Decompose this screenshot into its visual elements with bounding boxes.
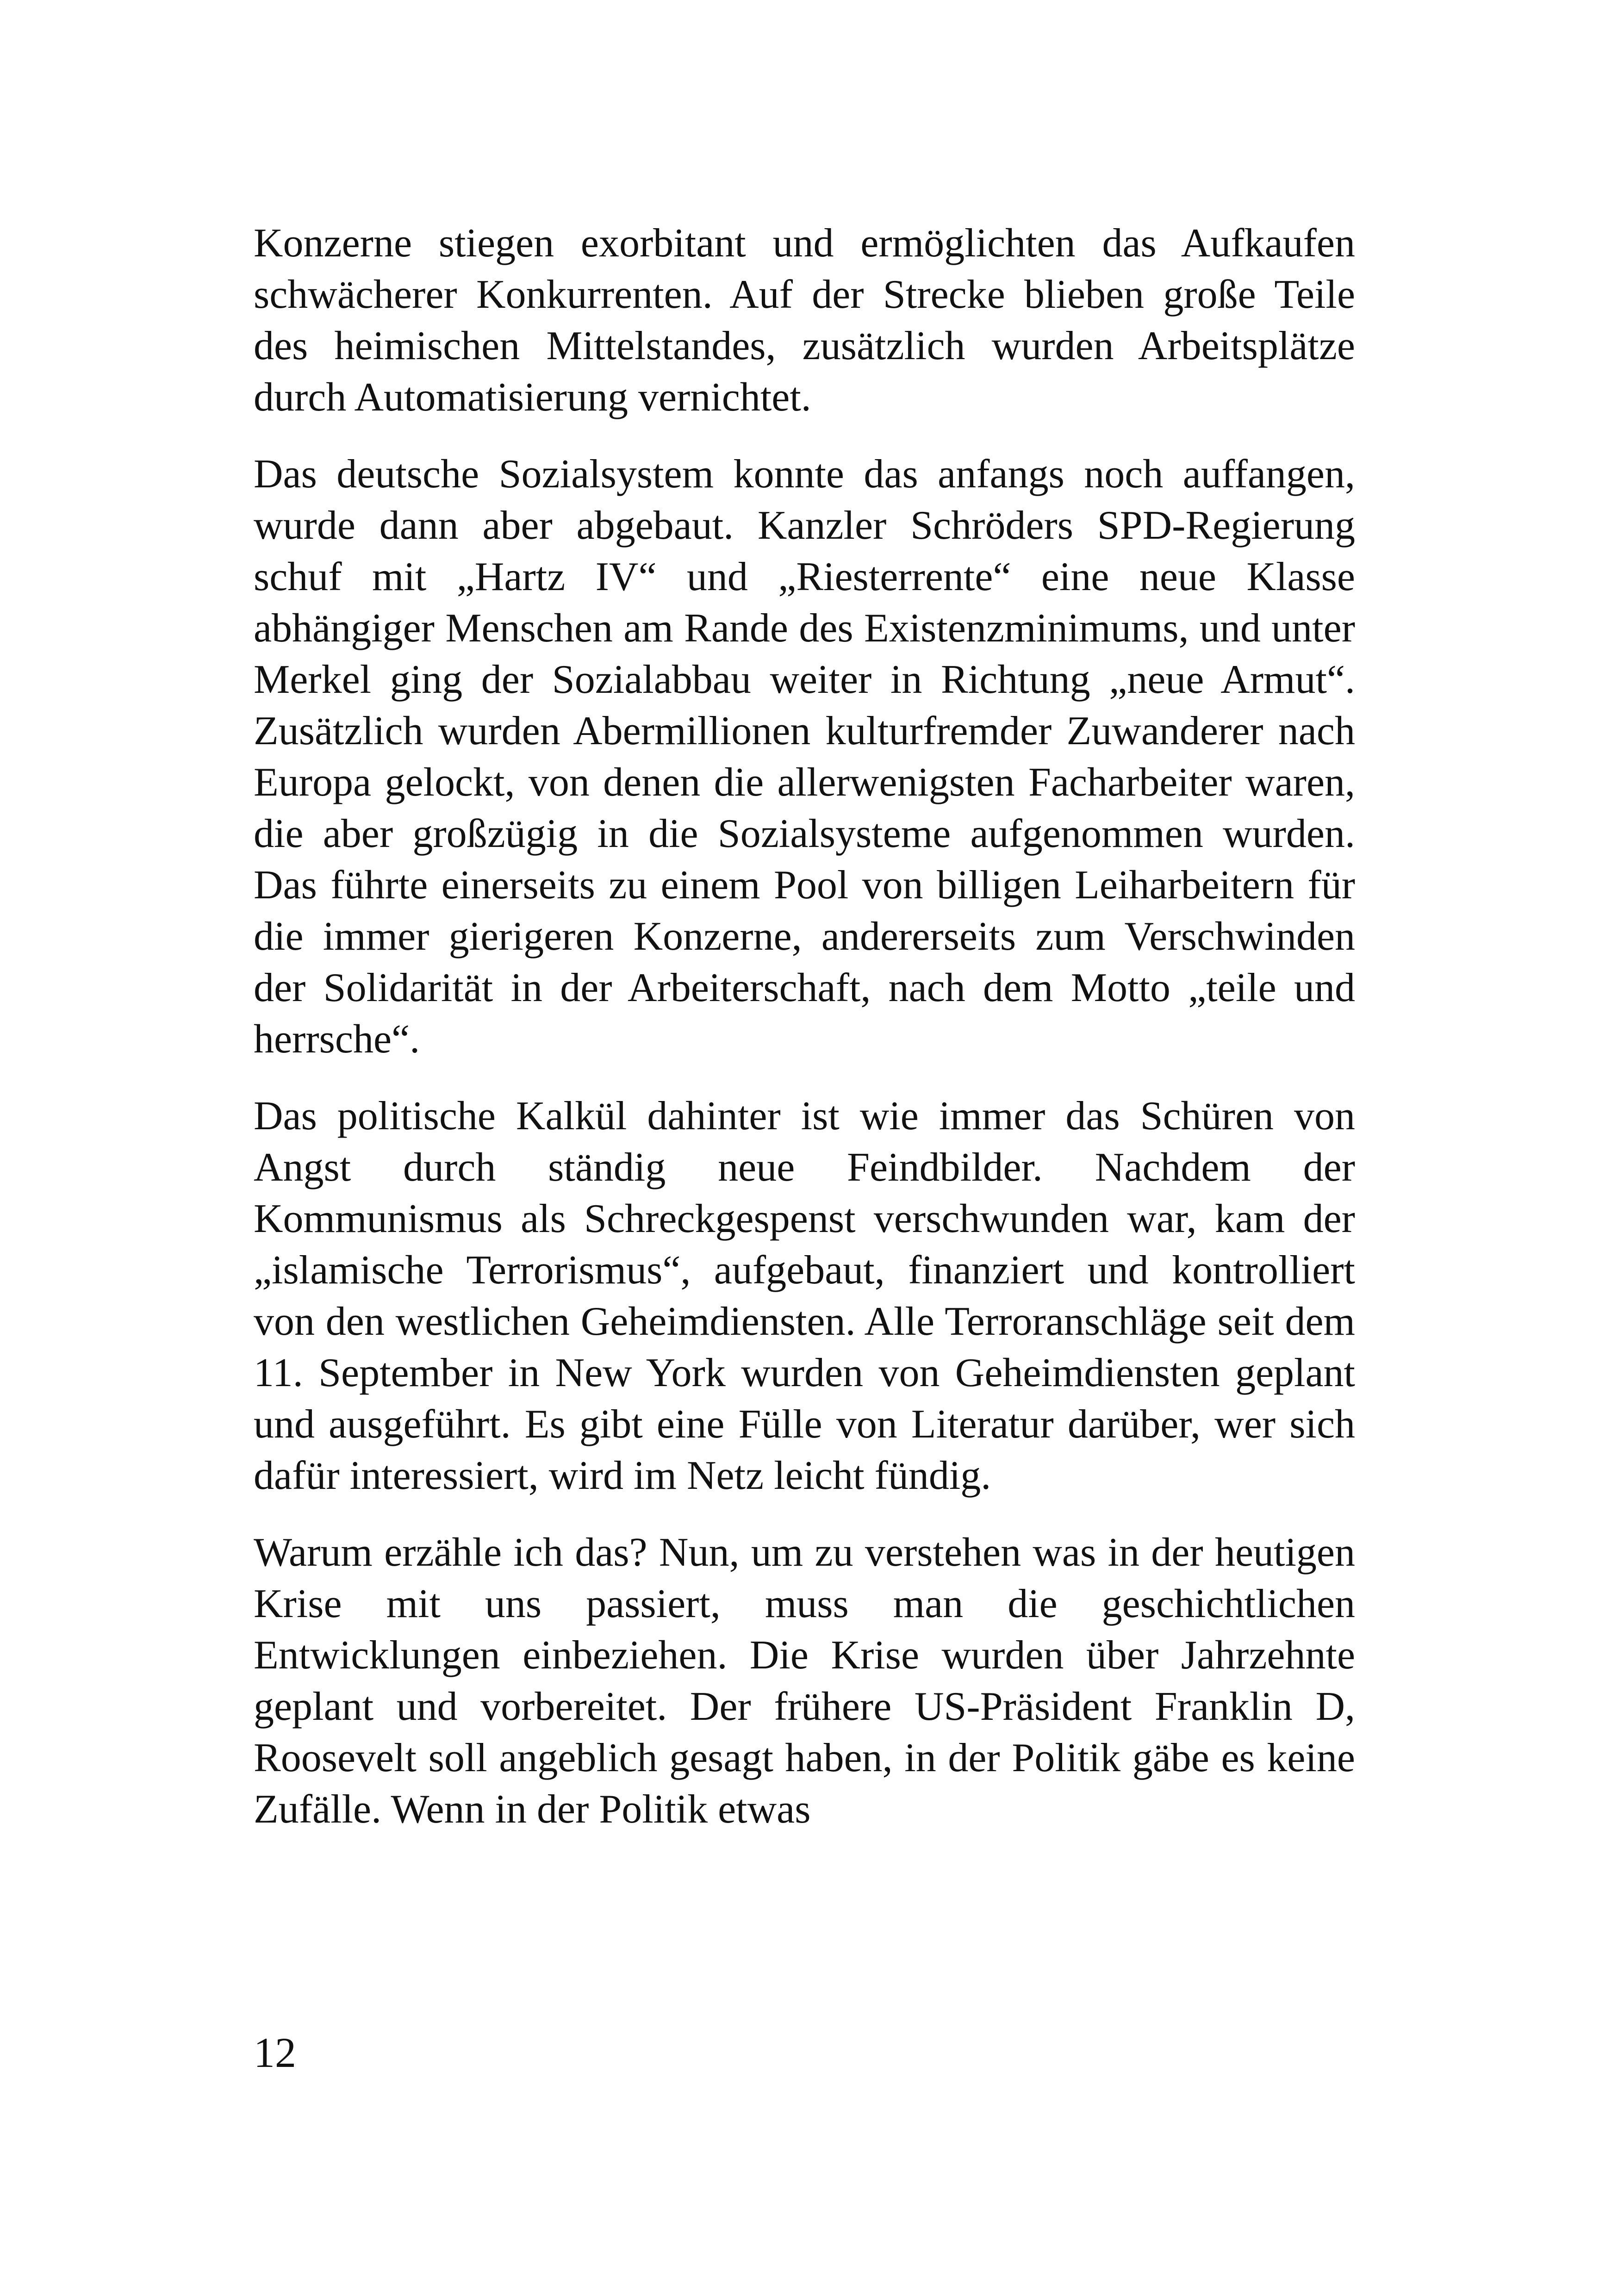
paragraph-4: Warum erzähle ich das? Nun, um zu verstehen was in der heutigen Krise mit uns passiert, muss man die geschichtlichen Entwicklungen einbeziehen. Die Krise wurden über Jahrzehnte geplant und vorbereitet. Der frühere US-Präsident Franklin D, Roosevelt soll angeblich gesagt haben, in der Politik gäbe es keine Zufälle. Wenn in der Politik etwas: [254, 1530, 1355, 1832]
paragraph-2: Das deutsche Sozialsystem konnte das anfangs noch auffangen, wurde dann aber abgebaut. Kanzler Schröders SPD-Regierung schuf mit „Hartz IV“ und „Riesterrente“ eine neue Klasse abhängiger Menschen am Rande des Existenzminimums, und unter Merkel ging der Sozialabbau weiter in Richtung „neue Armut“. Zusätzlich wurden Abermillionen kulturfremder Zuwanderer nach Europa gelockt, von denen die allerwenigsten Facharbeiter waren, die aber großzügig in die Sozialsysteme aufgenommen wurden. Das führte einerseits zu einem Pool von billigen Leiharbeitern für die immer gierigeren Konzerne, andererseits zum Verschwinden der Solidarität in der Arbeiterschaft, nach dem Motto „teile und herrsche“.: [254, 452, 1355, 1062]
page-number: 12: [254, 2029, 296, 2076]
body-text: [254, 218, 1355, 1860]
paragraph-1: Konzerne stiegen exorbitant und ermöglichten das Aufkaufen schwächerer Konkurrenten. Auf der Strecke blieben große Teile des heimischen Mittelstandes, zusätzlich wurden Arbeitsplätze durch Automatisierung vernichtet.: [254, 221, 1355, 420]
paragraph-3: Das politische Kalkül dahinter ist wie immer das Schüren von Angst durch ständig neue Feindbilder. Nachdem der Kommunismus als Schreckgespenst verschwunden war, kam der „islamische Terrorismus“, aufgebaut, finanziert und kontrolliert von den westlichen Geheimdiensten. Alle Terroranschläge seit dem 11. September in New York wurden von Geheimdiensten geplant und ausgeführt. Es gibt eine Fülle von Literatur darüber, wer sich dafür interessiert, wird im Netz leicht fündig.: [254, 1094, 1355, 1498]
